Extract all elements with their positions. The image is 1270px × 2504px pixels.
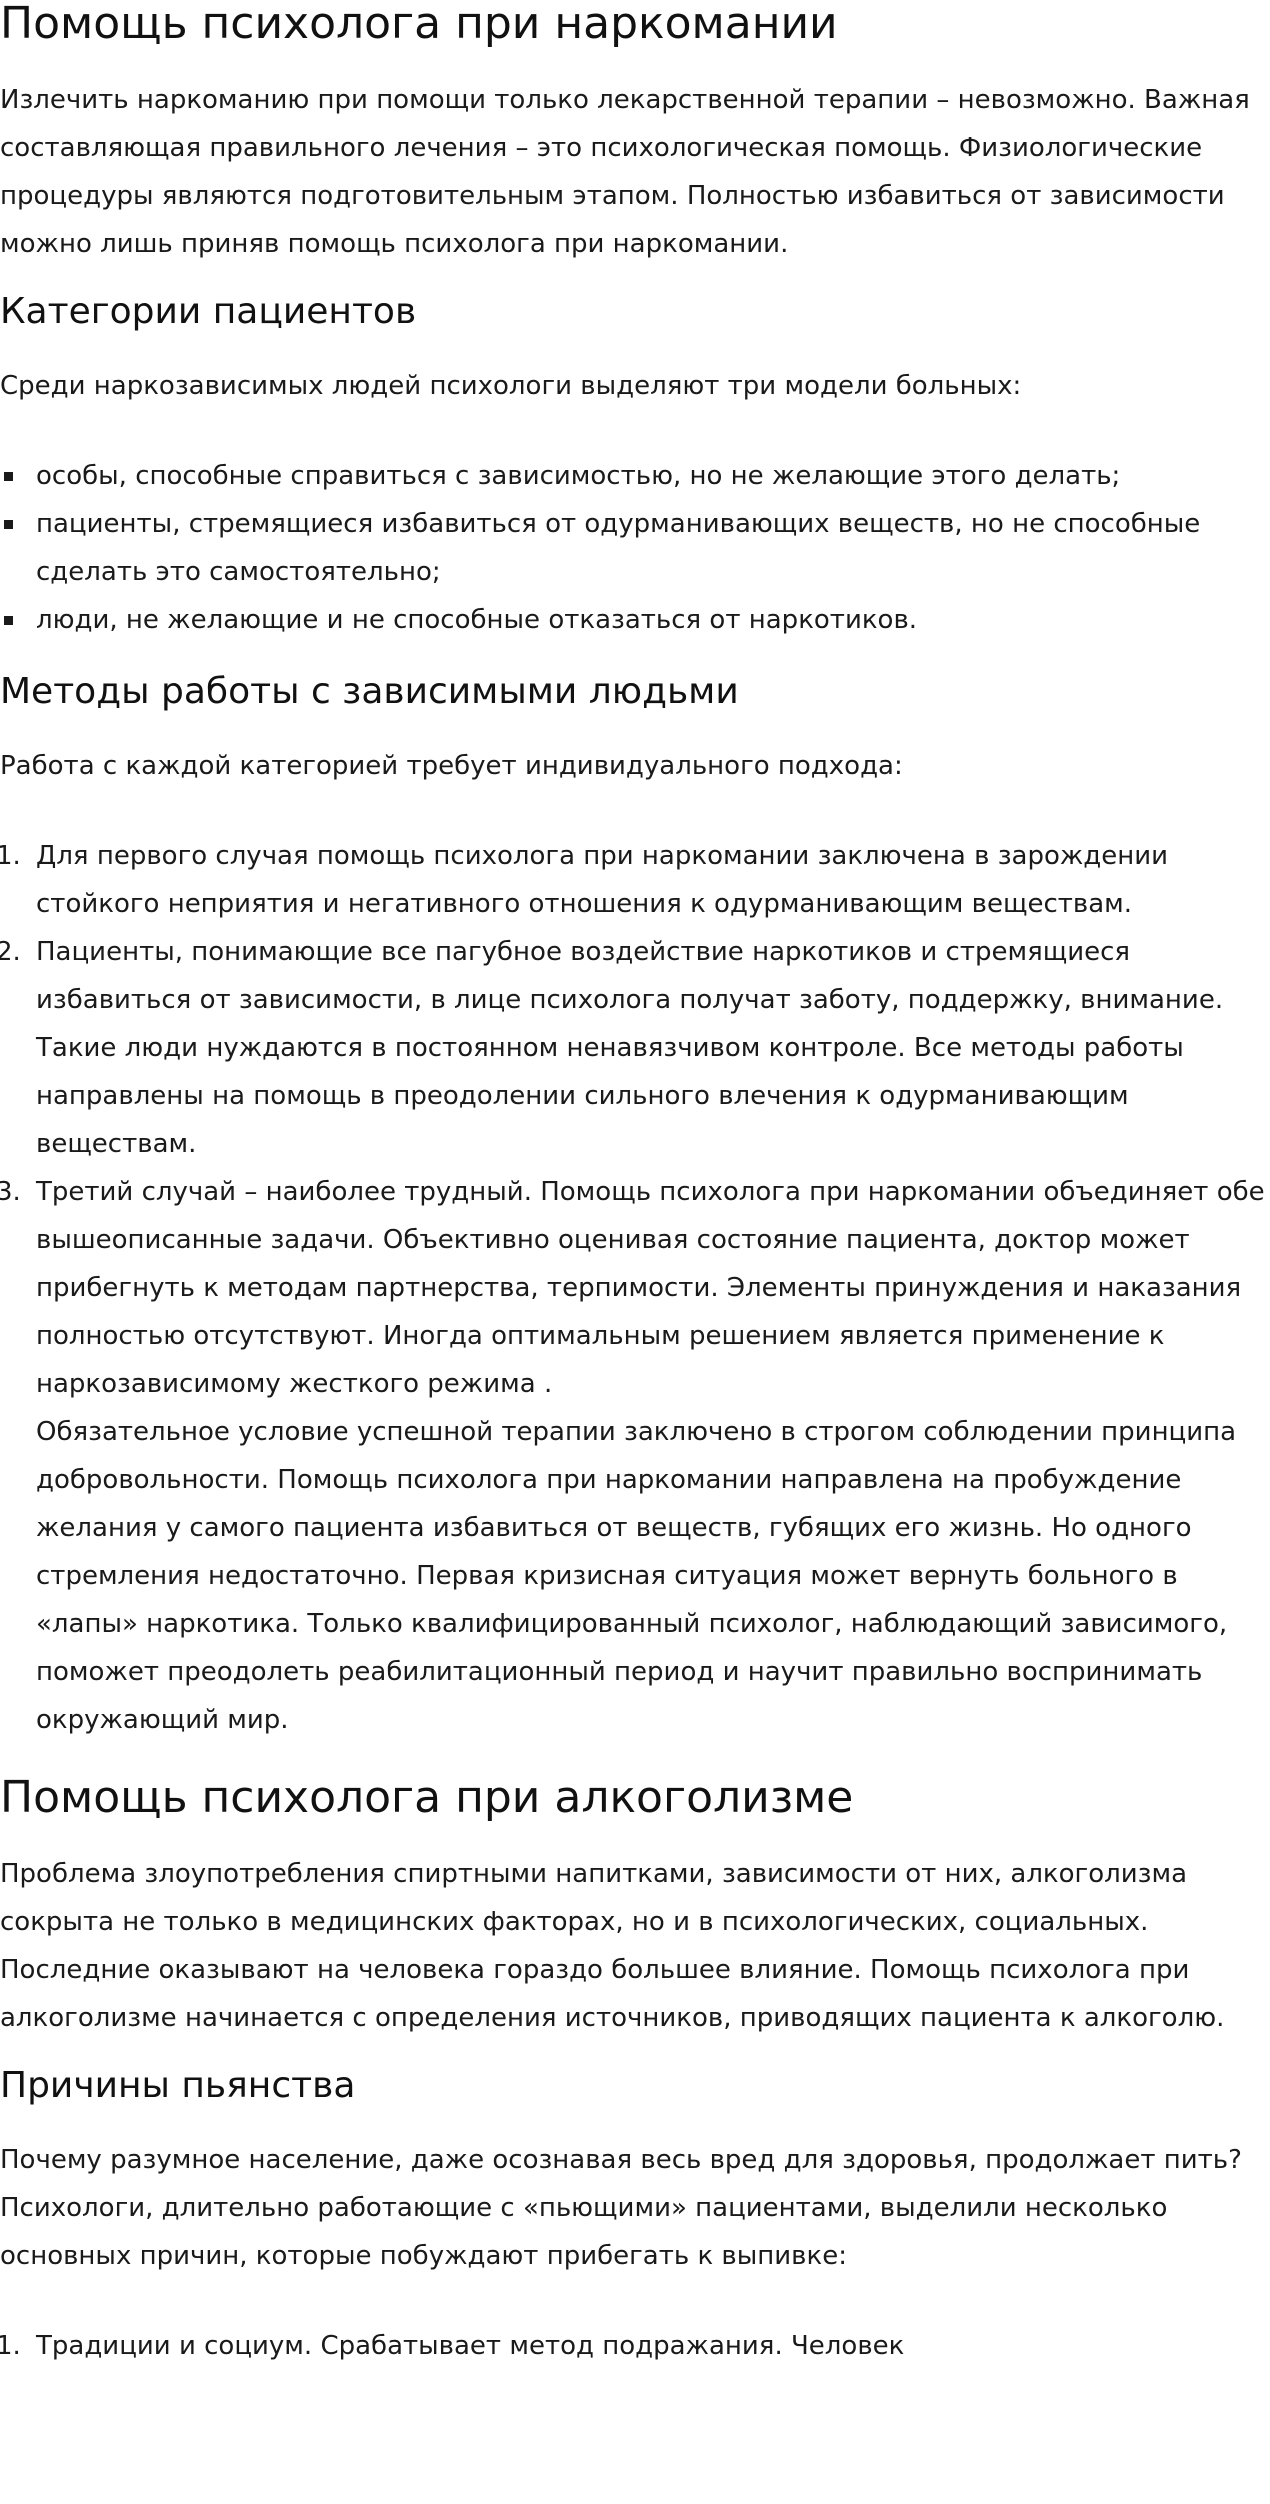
heading-reasons: Причины пьянства xyxy=(0,2065,356,2106)
list-item-extra-paragraph: Обязательное условие успешной терапии заключено в строгом соблюдении принципа добровольности. Помощь психолога при наркомании направлена на пробуждение желания у самого пациента избавиться от веществ, губящих его жизнь. Но одного стремления недостаточно. Первая кризисная ситуация может вернуть больного в «лапы» наркотика. Только квалифицированный психолог, наблюдающий зависимого, поможет преодолеть реабилитационный период и научит правильно воспринимать окружающий мир. xyxy=(36,1417,1237,1735)
reasons-intro: Почему разумное население, даже осознавая весь вред для здоровья, продолжает пить? Психологи, длительно работающие с «пьющими» пациентами, выделили несколько основных причин, которые побуждают прибегать к выпивке: xyxy=(0,2145,1242,2271)
list-item: Пациенты, понимающие все пагубное воздействие наркотиков и стремящиеся избавиться от зависимости, в лице психолога получат заботу, поддержку, внимание. Такие люди нуждаются в постоянном ненавязчивом контроле. Все методы работы направлены на помощь в преодолении сильного влечения к одурманивающим веществам. xyxy=(36,937,1224,1159)
heading-narcomania: Помощь психолога при наркомании xyxy=(0,0,838,49)
list-item: пациенты, стремящиеся избавиться от одурманивающих веществ, но не способные сделать это самостоятельно; xyxy=(36,500,1270,596)
heading-categories: Категории пациентов xyxy=(0,291,417,332)
intro-alcoholism: Проблема злоупотребления спиртными напитками, зависимости от них, алкоголизма сокрыта не только в медицинских факторах, но и в психологических, социальных. Последние оказывают на человека гораздо большее влияние. Помощь психолога при алкоголизме начинается с определения источников, приводящих пациента к алкоголю. xyxy=(0,1859,1225,2033)
categories-intro: Среди наркозависимых людей психологи выделяют три модели больных: xyxy=(0,371,1022,401)
methods-list xyxy=(0,832,1270,1744)
intro-narcomania: Излечить наркоманию при помощи только лекарственной терапии – невозможно. Важная составляющая правильного лечения – это психологическая помощь. Физиологические процедуры являются подготовительным этапом. Полностью избавиться от зависимости можно лишь приняв помощь психолога при наркомании. xyxy=(0,85,1250,259)
list-item: Традиции и социум. Срабатывает метод подражания. Человек xyxy=(36,2331,905,2361)
list-item: особы, способные справиться с зависимостью, но не желающие этого делать; xyxy=(36,452,1270,500)
list-item: люди, не желающие и не способные отказаться от наркотиков. xyxy=(36,596,1270,644)
list-item-text: Третий случай – наиболее трудный. Помощь психолога при наркомании объединяет обе вышеописанные задачи. Объективно оценивая состояние пациента, доктор может прибегнуть к методам партнерства, терпимости. Элементы принуждения и наказания полностью отсутствуют. Иногда оптимальным решением является применение к наркозависимому жесткого режима . xyxy=(36,1177,1265,1399)
heading-methods: Методы работы с зависимыми людьми xyxy=(0,671,739,712)
categories-list xyxy=(0,452,1270,644)
list-item xyxy=(36,1168,1270,1744)
methods-intro: Работа с каждой категорией требует индивидуального подхода: xyxy=(0,751,903,781)
list-item: Для первого случая помощь психолога при наркомании заключена в зарождении стойкого неприятия и негативного отношения к одурманивающим веществам. xyxy=(36,841,1169,919)
reasons-list xyxy=(0,2322,1270,2370)
heading-alcoholism: Помощь психолога при алкоголизме xyxy=(0,1772,854,1823)
